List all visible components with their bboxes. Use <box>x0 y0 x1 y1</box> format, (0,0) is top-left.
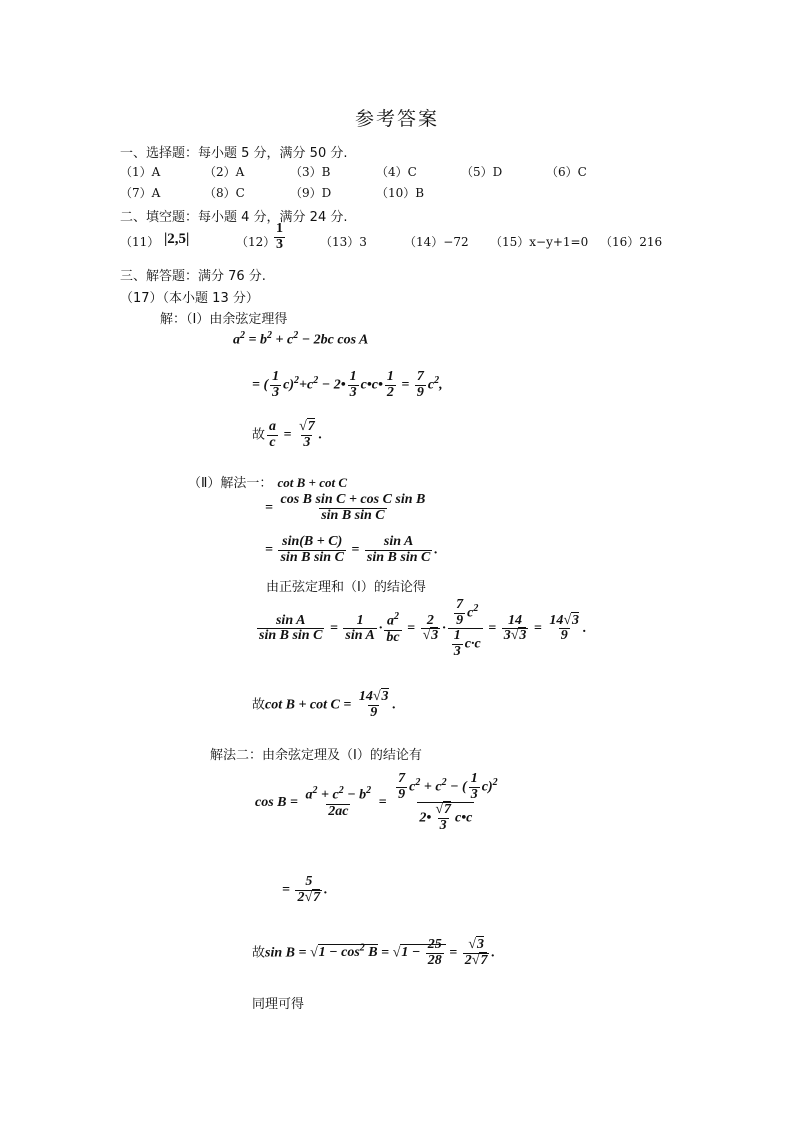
q17-heading: （17）（本小题 13 分） <box>120 291 259 306</box>
answer-3: （3）B <box>290 165 331 179</box>
cot-sum-step1: = $\frac{\text{cos B sin C + cos C sin B}}{\text{sin B sin C}}$ <box>265 492 426 523</box>
section3-heading: 三、解答题：满分 76 分. <box>120 269 266 284</box>
sinB-result: 故$\sin B = √1 - \cos^2 B = √1$ − $\frac{25}{28}$ = $\frac{√3}{2√7}$ . <box>252 937 495 968</box>
answer-10: （10）B <box>376 186 425 200</box>
q16: （16）216 <box>600 235 663 249</box>
answer-6: （6）C <box>546 165 587 179</box>
part1-intro: 解：（Ⅰ）由余弦定理得 <box>160 312 288 327</box>
similarly-text: 同理可得 <box>252 997 305 1012</box>
q12-value: $\frac{1}{3}$ <box>276 221 283 252</box>
section1-heading: 一、选择题：每小题 5 分，满分 50 分. <box>120 146 348 161</box>
answer-4: （4）C <box>376 165 417 179</box>
q15: （15）x−y+1=0 <box>490 235 589 249</box>
part1-result: 故 $\frac{a}{c}$ = $\frac{√7}{3}$ . <box>252 419 323 450</box>
q13: （13）3 <box>320 235 367 249</box>
answer-5: （5）D <box>461 165 503 179</box>
q11-value: |2,5| <box>164 231 190 247</box>
answer-7: （7）A <box>120 186 161 200</box>
sine-ratio-formula: $\frac{\text{sin A}}{\text{sin B sin C}}$ = $\frac{1}{\text{sin A}}$ · $\frac{a^2}{bc}$ = $\frac{2}{√3}$ · $\frac{7}{9}$ $c^2$ $\frac{1}{3}$ c·c = $\frac{14}{3√3}$ = $\frac{14√3}{9}$ . <box>259 597 587 660</box>
page-title: 参考答案 <box>354 108 439 130</box>
section2-heading: 二、填空题：每小题 4 分，满分 24 分. <box>120 210 348 225</box>
cosB-formula: cos B = $\frac{a^2 + c^2 - b^2}{2ac}$ = $\frac{7}{9}$ $c^2 + c^2$ − ( $\frac{1}{3}$ c)$^2$ 2• $\frac{√7}{3}$ c•c <box>255 771 498 834</box>
answer-8: （8）C <box>204 186 245 200</box>
answer-9: （9）D <box>290 186 332 200</box>
cosine-rule-substitution: = ( $\frac{1}{3}$ $c)^2+c^2$ − 2• $\frac{1}{3}$ c•c• $\frac{1}{2}$ = $\frac{7}{9}$ $c^2$, <box>252 369 443 400</box>
method2-intro: 解法二：由余弦定理及（Ⅰ）的结论有 <box>210 748 422 763</box>
answer-1: （1）A <box>120 165 161 179</box>
cosB-result: = $\frac{5}{2√7}$ . <box>282 874 328 905</box>
sine-rule-text: 由正弦定理和（Ⅰ）的结论得 <box>266 580 426 595</box>
cosine-rule-formula: $a^2 = b^2 + c^2 - 2bc$ cos A <box>233 330 369 348</box>
q14: （14）−72 <box>404 235 469 249</box>
q12-label: （12） <box>236 235 276 249</box>
part2-method1-label: （Ⅱ）解法一： <box>188 476 273 491</box>
part2-method1-line: （Ⅱ）解法一： cot B + cot C <box>188 475 348 491</box>
cot-sum-step2: = $\frac{\sin(B + C)}{\text{sin B sin C}}$ = $\frac{\text{sin A}}{\text{sin B sin C}}$ . <box>265 534 438 565</box>
method2-therefore: 故 <box>252 945 266 961</box>
method1-result: 故cot B + cot C = $\frac{14√3}{9}$ . <box>252 689 397 720</box>
q11-label: （11） <box>120 235 160 249</box>
part1-therefore: 故 <box>252 427 266 443</box>
answer-2: （2）A <box>204 165 245 179</box>
method1-therefore: 故 <box>252 697 266 713</box>
